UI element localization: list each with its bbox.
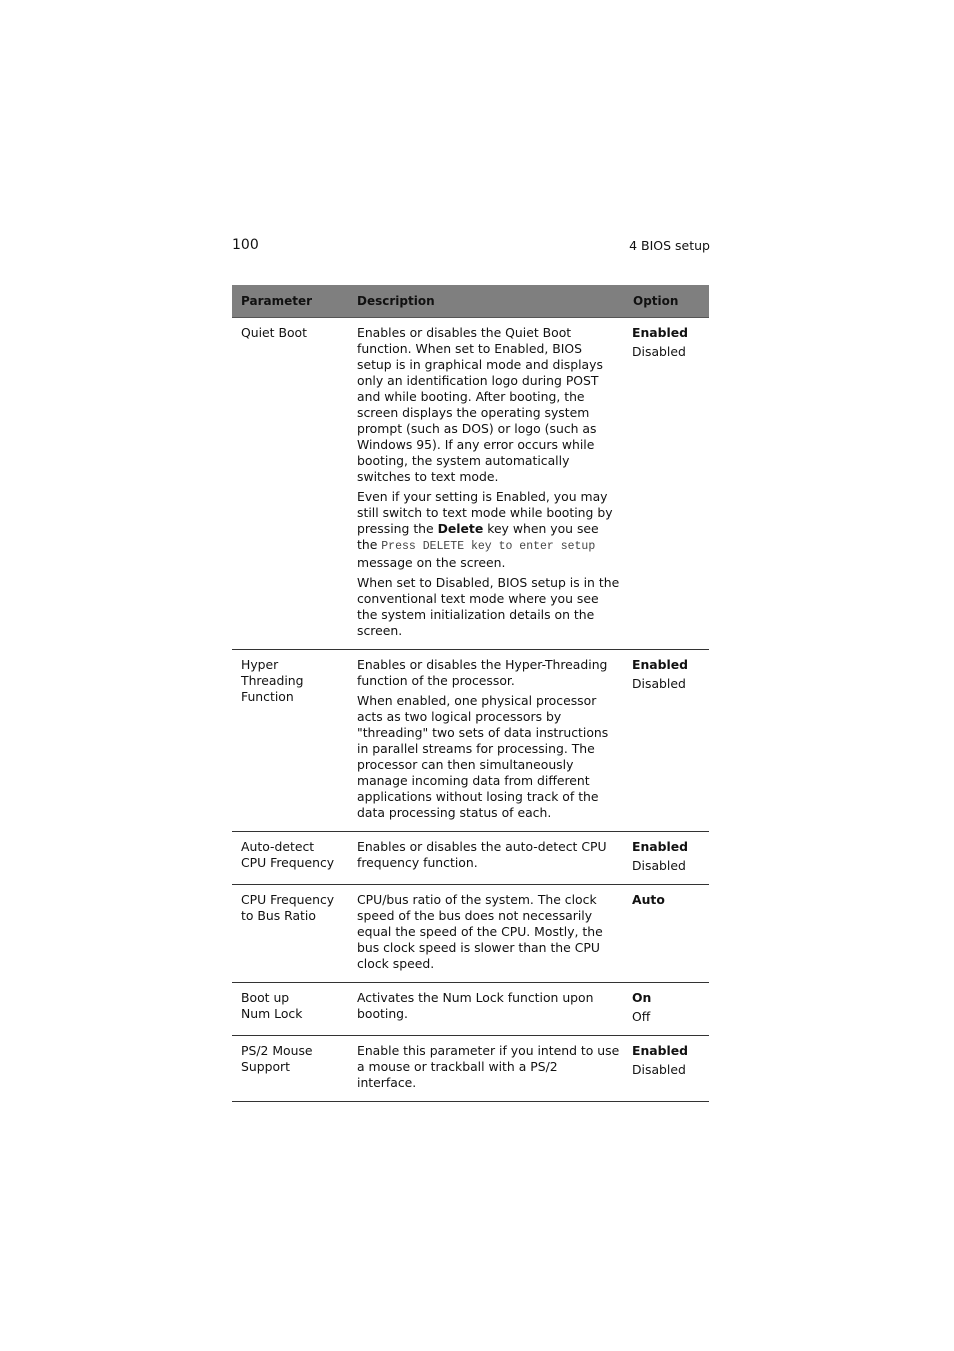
table-row	[232, 983, 709, 1036]
description-paragraph	[357, 489, 620, 571]
screen-message: Press DELETE key to enter setup	[381, 540, 596, 553]
description-paragraph: Enables or disables the Hyper-Threading function of the processor.	[357, 657, 608, 688]
table-row	[232, 650, 709, 832]
option-default: Enabled	[632, 1043, 689, 1058]
parameter-name: PS/2 Mouse Support	[232, 1036, 348, 1102]
option-cell	[624, 885, 709, 983]
parameter-name: Quiet Boot	[232, 318, 348, 650]
parameter-name: Boot up Num Lock	[232, 983, 348, 1036]
option-default: Enabled	[632, 325, 689, 340]
parameter-description	[348, 650, 624, 832]
option-alternative: Off	[632, 1009, 651, 1024]
parameter-description	[348, 885, 624, 983]
description-text: message on the screen.	[357, 555, 506, 570]
parameter-description	[348, 318, 624, 650]
option-alternative: Disabled	[632, 858, 686, 873]
option-default: Auto	[632, 892, 665, 907]
parameter-description	[348, 832, 624, 885]
option-default: Enabled	[632, 657, 689, 672]
option-cell	[624, 1036, 709, 1102]
description-text: Even if your setting is Enabled, you may still switch to text mode while booting by pressing the	[357, 489, 613, 536]
description-paragraph: Enables or disables the Quiet Boot function. When set to Enabled, BIOS setup is in graphical mode and displays only an identification logo during POST and while booting. After booting, the screen displays the operating system prompt (such as DOS) or logo (such as Windows 95). If any error occurs while booting, the system automatically switches to text mode.	[357, 325, 603, 484]
parameter-description	[348, 983, 624, 1036]
table-row	[232, 318, 709, 650]
key-name: Delete	[437, 521, 484, 536]
option-cell	[624, 832, 709, 885]
table-row	[232, 885, 709, 983]
description-paragraph: When enabled, one physical processor acts as two logical processors by "threading" two sets of data instructions in parallel streams for processing. The processor can then simultaneously manage incoming data from different applications without losing track of the data processing status of each.	[357, 693, 609, 820]
section-title: 4 BIOS setup	[629, 238, 710, 253]
option-alternative: Disabled	[632, 1062, 686, 1077]
description-paragraph: Activates the Num Lock function upon booting.	[357, 990, 594, 1021]
column-header-option: Option	[624, 285, 709, 318]
option-default: On	[632, 990, 652, 1005]
parameter-name: Auto-detect CPU Frequency	[232, 832, 348, 885]
column-header-description: Description	[348, 285, 624, 318]
option-alternative: Disabled	[632, 676, 686, 691]
option-default: Enabled	[632, 839, 689, 854]
parameter-description	[348, 1036, 624, 1102]
option-alternative: Disabled	[632, 344, 686, 359]
option-cell	[624, 983, 709, 1036]
description-paragraph: Enable this parameter if you intend to use a mouse or trackball with a PS/2 interface.	[357, 1043, 620, 1090]
description-paragraph: CPU/bus ratio of the system. The clock speed of the bus does not necessarily equal the speed of the CPU. Mostly, the bus clock speed is slower than the CPU clock speed.	[357, 892, 603, 971]
column-header-parameter: Parameter	[232, 285, 348, 318]
option-cell	[624, 650, 709, 832]
parameter-name: Hyper Threading Function	[232, 650, 348, 832]
table-header-row	[232, 285, 709, 318]
option-cell	[624, 318, 709, 650]
description-paragraph: When set to Disabled, BIOS setup is in the conventional text mode where you see the system initialization details on the screen.	[357, 575, 620, 638]
description-paragraph: Enables or disables the auto-detect CPU frequency function.	[357, 839, 607, 870]
parameter-name: CPU Frequency to Bus Ratio	[232, 885, 348, 983]
page-number: 100	[232, 237, 259, 253]
bios-parameter-table	[232, 285, 709, 1102]
table-row	[232, 1036, 709, 1102]
table-row	[232, 832, 709, 885]
description-text: key when you see the	[357, 521, 599, 552]
